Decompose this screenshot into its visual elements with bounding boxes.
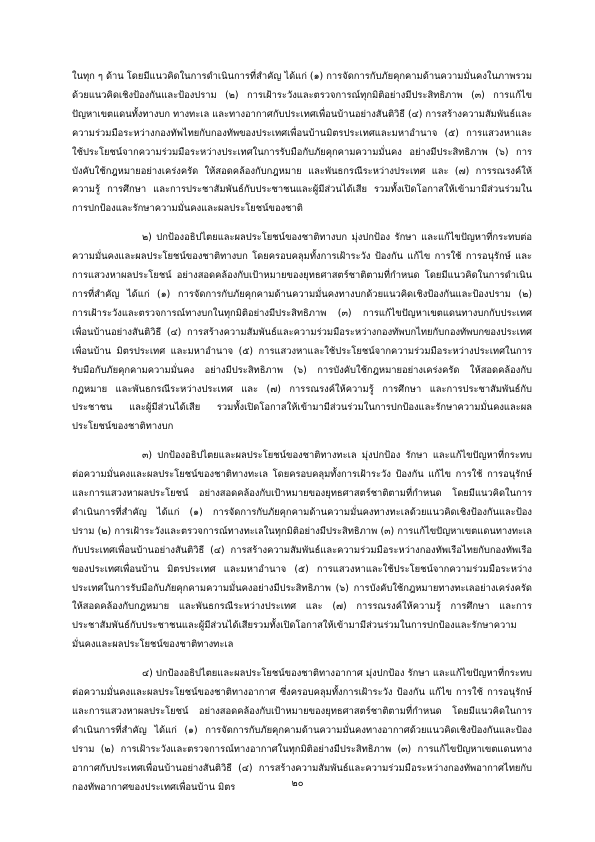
paragraph-gap <box>72 219 532 229</box>
paragraph-gap <box>72 437 532 447</box>
paragraph-gap <box>72 655 532 665</box>
paragraph-continuation: ในทุก ๆ ด้าน โดยมีแนวคิดในการดำเนินการที่สำคัญ ได้แก่ (๑) การจัดการกับภัยคุกคามด้านความมั่นคงในภาพรวมด้วยแนวคิดเชิงป้องกันและป้องปราม (๒) การเฝ้าระวังและตรวจการณ์ทุกมิติอย่างมีประสิทธิภาพ (๓) การแก้ไขปัญหาเขตแดนทั้งทางบก ทางทะเล และทางอากาศกับประเทศเพื่อนบ้านอย่างสันติวิธี (๔) การสร้างความสัมพันธ์และความร่วมมือระหว่างกองทัพไทยกับกองทัพของประเทศเพื่อนบ้านมิตรประเทศและมหาอำนาจ (๕) การแสวงหาและใช้ประโยชน์จากความร่วมมือระหว่างประเทศในการรับมือกับภัยคุกคามความมั่นคง อย่างมีประสิทธิภาพ (๖) การบังคับใช้กฎหมายอย่างเคร่งครัด ให้สอดคล้องกับกฎหมาย และพันธกรณีระหว่างประเทศ และ (๗) การรณรงค์ให้ความรู้ การศึกษา และการประชาสัมพันธ์กับประชาชนและผู้มีส่วนได้เสีย รวมทั้งเปิดโอกาสให้เข้ามามีส่วนร่วมในการปกป้องและรักษาความมั่นคงและผลประโยชน์ของชาติ <box>72 71 532 215</box>
paragraph-air-sovereignty: ๔) ปกป้องอธิปไตยและผลประโยชน์ของชาติทางอากาศ มุ่งปกป้อง รักษา และแก้ไขปัญหาที่กระทบต่อความมั่นคงและผลประโยชน์ของชาติทางอากาศ ซึ่งครอบคลุมทั้งการเฝ้าระวัง ป้องกัน แก้ไข การใช้ การอนุรักษ์ และการแสวงหาผลประโยชน์ อย่างสอดคล้องกับเป้าหมายของยุทธศาสตร์ชาติตามที่กำหนด โดยมีแนวคิดในการดำเนินการที่สำคัญ ได้แก่ (๑) การจัดการกับภัยคุกคามด้านความมั่นคงทางอากาศด้วยแนวคิดเชิงป้องกันและป้องปราม (๒) การเฝ้าระวังและตรวจการณ์ทางอากาศในทุกมิติอย่างมีประสิทธิภาพ (๓) การแก้ไขปัญหาเขตแดนทางอากาศกับประเทศเพื่อนบ้านอย่างสันติวิธี (๔) การสร้างความสัมพันธ์และความร่วมมือระหว่างกองทัพอากาศไทยกับกองทัพอากาศของประเทศเพื่อนบ้าน มิตร <box>72 668 532 793</box>
paragraph-sea-sovereignty: ๓) ปกป้องอธิปไตยและผลประโยชน์ของชาติทางทะเล มุ่งปกป้อง รักษา และแก้ไขปัญหาที่กระทบต่อความมั่นคงและผลประโยชน์ของชาติทางทะเล โดยครอบคลุมทั้งการเฝ้าระวัง ป้องกัน แก้ไข การใช้ การอนุรักษ์ และการแสวงหาผลประโยชน์ อย่างสอดคล้องกับเป้าหมายของยุทธศาสตร์ชาติตามที่กำหนด โดยมีแนวคิดในการดำเนินการที่สำคัญ ได้แก่ (๑) การจัดการกับภัยคุกคามด้านความมั่นคงทางทะเลด้วยแนวคิดเชิงป้องกันและป้องปราม (๒) การเฝ้าระวังและตรวจการณ์ทางทะเลในทุกมิติอย่างมีประสิทธิภาพ (๓) การแก้ไขปัญหาเขตแดนทางทะเลกับประเทศเพื่อนบ้านอย่างสันติวิธี (๔) การสร้างความสัมพันธ์และความร่วมมือระหว่างกองทัพเรือไทยกับกองทัพเรือของประเทศเพื่อนบ้าน มิตรประเทศ และมหาอำนาจ (๕) การแสวงหาและใช้ประโยชน์จากความร่วมมือระหว่างประเทศในการรับมือกับภัยคุกคามความมั่นคงอย่างมีประสิทธิภาพ (๖) การบังคับใช้กฎหมายทางทะเลอย่างเคร่งครัด ให้สอดคล้องกับกฎหมาย และพันธกรณีระหว่างประเทศ และ (๗) การรณรงค์ให้ความรู้ การศึกษา และการประชาสัมพันธ์กับประชาชนและผู้มีส่วนได้เสียรวมทั้งเปิดโอกาสให้เข้ามามีส่วนร่วมในการปกป้องและรักษาความมั่นคงและผลประโยชน์ของชาติทางทะเล <box>72 450 532 651</box>
document-body <box>72 68 532 798</box>
paragraph-land-sovereignty: ๒) ปกป้องอธิปไตยและผลประโยชน์ของชาติทางบก มุ่งปกป้อง รักษา และแก้ไขปัญหาที่กระทบต่อความมั่นคงและผลประโยชน์ของชาติทางบก โดยครอบคลุมทั้งการเฝ้าระวัง ป้องกัน แก้ไข การใช้ การอนุรักษ์ และการแสวงหาผลประโยชน์ อย่างสอดคล้องกับเป้าหมายของยุทธศาสตร์ชาติตามที่กำหนด โดยมีแนวคิดในการดำเนินการที่สำคัญ ได้แก่ (๑) การจัดการกับภัยคุกคามด้านความมั่นคงทางบกด้วยแนวคิดเชิงป้องกันและป้องปราม (๒) การเฝ้าระวังและตรวจการณ์ทางบกในทุกมิติอย่างมีประสิทธิภาพ (๓) การแก้ไขปัญหาเขตแดนทางบกกับประเทศเพื่อนบ้านอย่างสันติวิธี (๔) การสร้างความสัมพันธ์และความร่วมมือระหว่างกองทัพบกไทยกับกองทัพบกของประเทศเพื่อนบ้าน มิตรประเทศ และมหาอำนาจ (๕) การแสวงหาและใช้ประโยชน์จากความร่วมมือระหว่างประเทศในการรับมือกับภัยคุกคามความมั่นคง อย่างมีประสิทธิภาพ (๖) การบังคับใช้กฎหมายอย่างเคร่งครัด ให้สอดคล้องกับกฎหมาย และพันธกรณีระหว่างประเทศ และ (๗) การรณรงค์ให้ความรู้ การศึกษา และการประชาสัมพันธ์กับประชาชน และผู้มีส่วนได้เสีย รวมทั้งเปิดโอกาสให้เข้ามามีส่วนร่วมในการปกป้องและรักษาความมั่นคงและผลประโยชน์ของชาติทางบก <box>72 232 532 433</box>
page-number: ๒๐ <box>291 778 304 789</box>
